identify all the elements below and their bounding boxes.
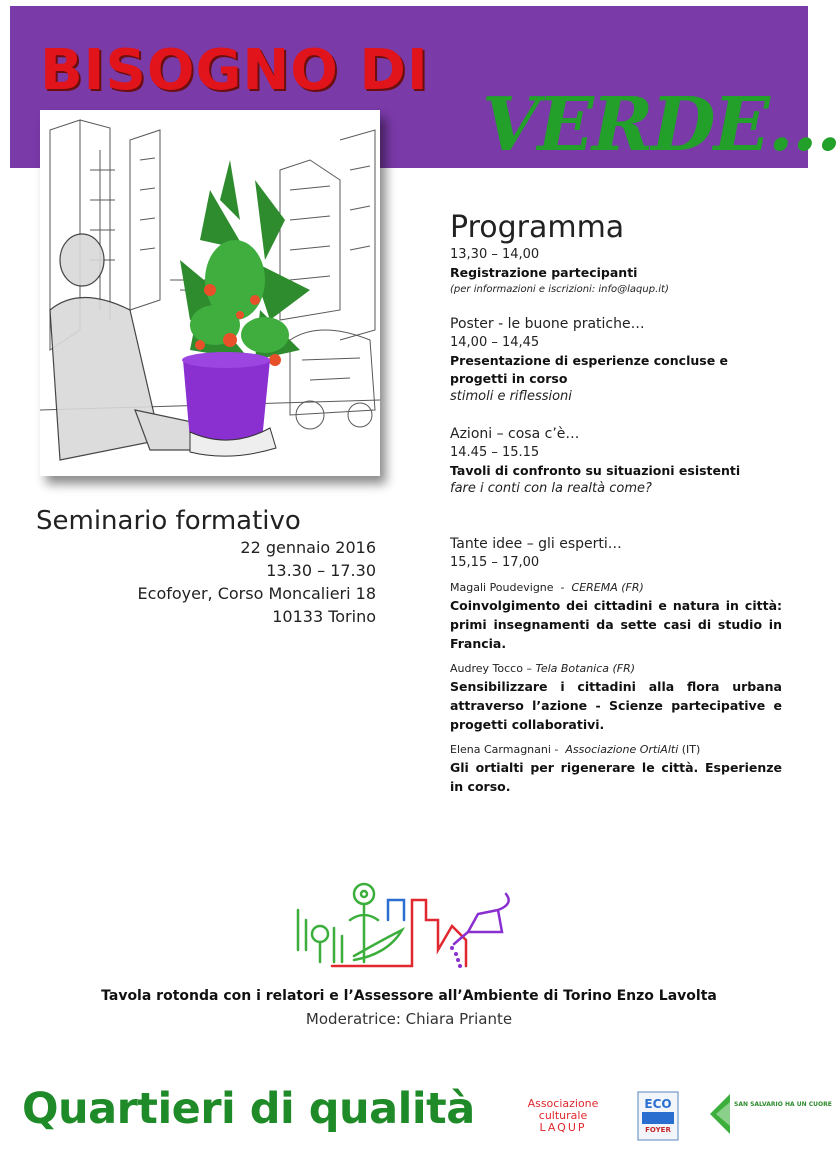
speaker-line xyxy=(450,580,782,596)
session-heading: Poster - le buone pratiche… xyxy=(450,316,645,332)
slogan: Quartieri di qualità xyxy=(22,1084,475,1134)
session-note: (per informazioni e iscrizioni: info@laqup.it) xyxy=(450,284,669,295)
session-heading: Tante idee – gli esperti… xyxy=(450,536,622,552)
speaker-line xyxy=(450,661,782,677)
seminar-title: Seminario formativo xyxy=(36,506,301,536)
sansalvario-icon xyxy=(708,1092,832,1136)
laqup-line3: LAQUP xyxy=(539,1121,587,1134)
talk-title: Sensibilizzare i cittadini alla flora urbana attraverso l’azione - Scienze partecipative e progetti collaborativi. xyxy=(450,679,782,732)
session-title: Tavoli di confronto su situazioni esistenti xyxy=(450,463,741,478)
session-time: 14.45 – 15.15 xyxy=(450,445,540,460)
session-time: 14,00 – 14,45 xyxy=(450,335,540,350)
session-azioni xyxy=(450,424,782,498)
laqup-logo xyxy=(520,1098,606,1134)
speaker-org: Tela Botanica (FR) xyxy=(535,662,636,675)
speaker-2 xyxy=(450,661,782,734)
sansalvario-text: SAN SALVARIO HA UN CUORE xyxy=(734,1101,832,1108)
speaker-1 xyxy=(450,580,782,653)
ecofoyer-logo xyxy=(634,1090,682,1142)
program-title: Programma xyxy=(450,210,625,245)
title-main: BISOGNO DI xyxy=(40,38,429,103)
session-esperti xyxy=(450,534,782,572)
speaker-3 xyxy=(450,742,782,796)
laqup-line2: culturale xyxy=(538,1109,588,1122)
speaker-name: Audrey Tocco xyxy=(450,662,523,675)
speaker-separator: - xyxy=(553,581,572,594)
program-section xyxy=(450,210,782,796)
session-subtitle: stimoli e riflessioni xyxy=(450,389,572,404)
session-title: Presentazione di esperienze concluse e progetti in corso xyxy=(450,353,729,386)
photo-flower-pot xyxy=(40,110,380,476)
session-subtitle: fare i conti con la realtà come? xyxy=(450,481,652,496)
speaker-name: Elena Carmagnani xyxy=(450,743,551,756)
speaker-separator: – xyxy=(522,662,536,675)
eco-text: ECO xyxy=(644,1097,672,1111)
speaker-line xyxy=(450,742,782,758)
speaker-name: Magali Poudevigne xyxy=(450,581,554,594)
talk-title: Gli ortialti per rigenerare le città. Esperienze in corso. xyxy=(450,760,782,794)
ecofoyer-icon xyxy=(634,1090,682,1142)
seminar-venue: Ecofoyer, Corso Moncalieri 18 xyxy=(137,584,376,603)
speaker-separator: - xyxy=(550,743,566,756)
seminar-date: 22 gennaio 2016 xyxy=(240,538,376,557)
garden-city-logo xyxy=(292,880,522,972)
session-heading: Azioni – cosa c’è… xyxy=(450,426,580,442)
flower-watering-can-icon xyxy=(292,880,522,972)
round-table-note: Tavola rotonda con i relatori e l’Assessore all’Ambiente di Torino Enzo Lavolta xyxy=(101,988,717,1004)
foyer-text: FOYER xyxy=(645,1126,671,1134)
seminar-info xyxy=(36,506,376,628)
session-time: 13,30 – 14,00 xyxy=(450,247,540,262)
laqup-line1: Associazione xyxy=(527,1097,599,1110)
speaker-org: Associazione OrtiAlti xyxy=(565,743,679,756)
moderator-note: Moderatrice: Chiara Priante xyxy=(305,1010,513,1028)
title-accent: VERDE… xyxy=(482,82,840,168)
sansalvario-logo xyxy=(708,1092,832,1136)
seminar-time: 13.30 – 17.30 xyxy=(266,561,376,580)
talk-title: Coinvolgimento dei cittadini e natura in città: primi insegnamenti da sette casi di studio in Francia. xyxy=(450,598,782,651)
street-sketch-illustration xyxy=(40,110,380,476)
speaker-country: (IT) xyxy=(678,743,701,756)
session-title: Registrazione partecipanti xyxy=(450,265,638,280)
session-time: 15,15 – 17,00 xyxy=(450,555,540,570)
session-registration xyxy=(450,246,782,298)
seminar-city: 10133 Torino xyxy=(272,607,376,626)
session-poster xyxy=(450,314,782,406)
speaker-org: CEREMA (FR) xyxy=(571,581,644,594)
